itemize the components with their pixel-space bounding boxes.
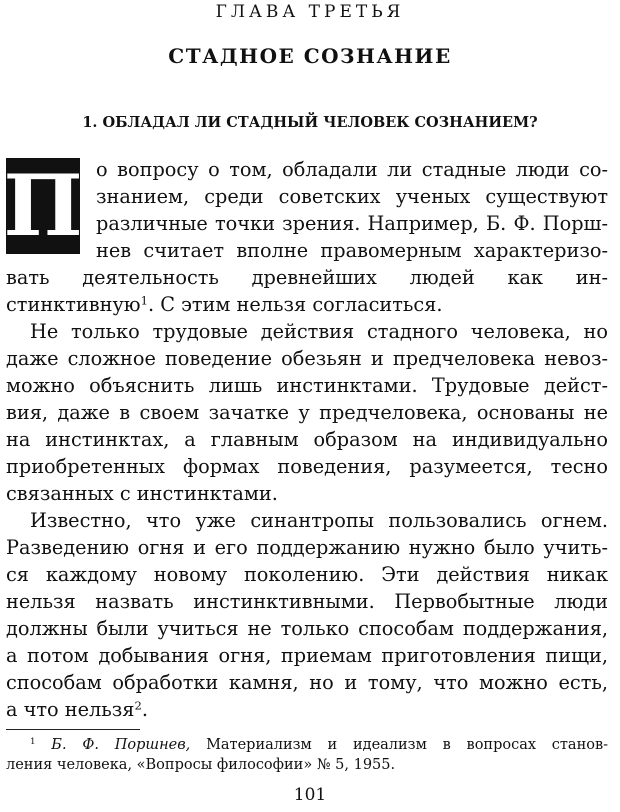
body-line <box>6 291 608 318</box>
footnote-author: Б. Ф. Поршнев, <box>51 737 191 753</box>
body-line: ся каждому новому поколению. Эти действия никак <box>6 563 608 586</box>
body-line: вать деятельность древнейших людей как ин- <box>6 266 608 289</box>
body-line: Разведению огня и его поддержанию нужно было учить- <box>6 536 608 559</box>
body-line: о вопросу о том, обладали ли стадные люди со- <box>96 158 608 181</box>
body-line: вия, даже в своем зачатке у предчеловека, основаны не <box>6 401 608 424</box>
body-line <box>6 696 608 723</box>
body-text: стинктивную <box>6 293 141 316</box>
body-text: а что нельзя <box>6 698 135 721</box>
body-line: различные точки зрения. Например, Б. Ф. Порш- <box>96 212 608 235</box>
chapter-heading: ГЛАВА ТРЕТЬЯ <box>215 2 405 22</box>
body-line: знанием, среди советских ученых существуют <box>96 185 608 208</box>
footnote-line <box>30 735 608 755</box>
body-line: а потом добывания огня, приемам приготовления пищи, <box>6 644 608 667</box>
drop-cap: П <box>3 156 83 255</box>
page-number: 101 <box>293 785 327 805</box>
body-line: Не только трудовые действия стадного человека, но <box>30 320 608 343</box>
section-heading: 1. ОБЛАДАЛ ЛИ СТАДНЫЙ ЧЕЛОВЕК СОЗНАНИЕМ? <box>82 114 538 131</box>
body-line: можно объяснить лишь инстинктами. Трудовые дейст- <box>6 374 608 397</box>
body-line: должны были учиться не только способам поддержания, <box>6 617 608 640</box>
body-line: нев считает вполне правомерным характеризо- <box>96 239 608 262</box>
footnote-line: ления человека, «Вопросы философии» № 5, 1955. <box>6 757 396 773</box>
body-line: нельзя назвать инстинктивными. Первобытные люди <box>6 590 608 613</box>
footnote-marker: 1 <box>30 737 36 748</box>
body-line: связанных с инстинктами. <box>6 482 278 505</box>
body-line: даже сложное поведение обезьян и предчеловека невоз- <box>6 347 608 370</box>
body-line: на инстинктах, а главным образом на индивидуально <box>6 428 608 451</box>
body-line: Известно, что уже синантропы пользовались огнем. <box>30 509 608 532</box>
body-line: способам обработки камня, но и тому, что можно есть, <box>6 671 608 694</box>
footnote-text: Материализм и идеализм в вопросах станов- <box>206 737 609 753</box>
footnote-ref: 1 <box>140 293 148 308</box>
body-text: . С этим нельзя согласиться. <box>147 293 443 316</box>
body-line: приобретенных формах поведения, разумеется, тесно <box>6 455 608 478</box>
chapter-title: СТАДНОЕ СОЗНАНИЕ <box>168 44 452 68</box>
footnote-ref: 2 <box>134 698 142 713</box>
body-text: . <box>141 698 148 721</box>
footnote-divider <box>6 729 140 730</box>
